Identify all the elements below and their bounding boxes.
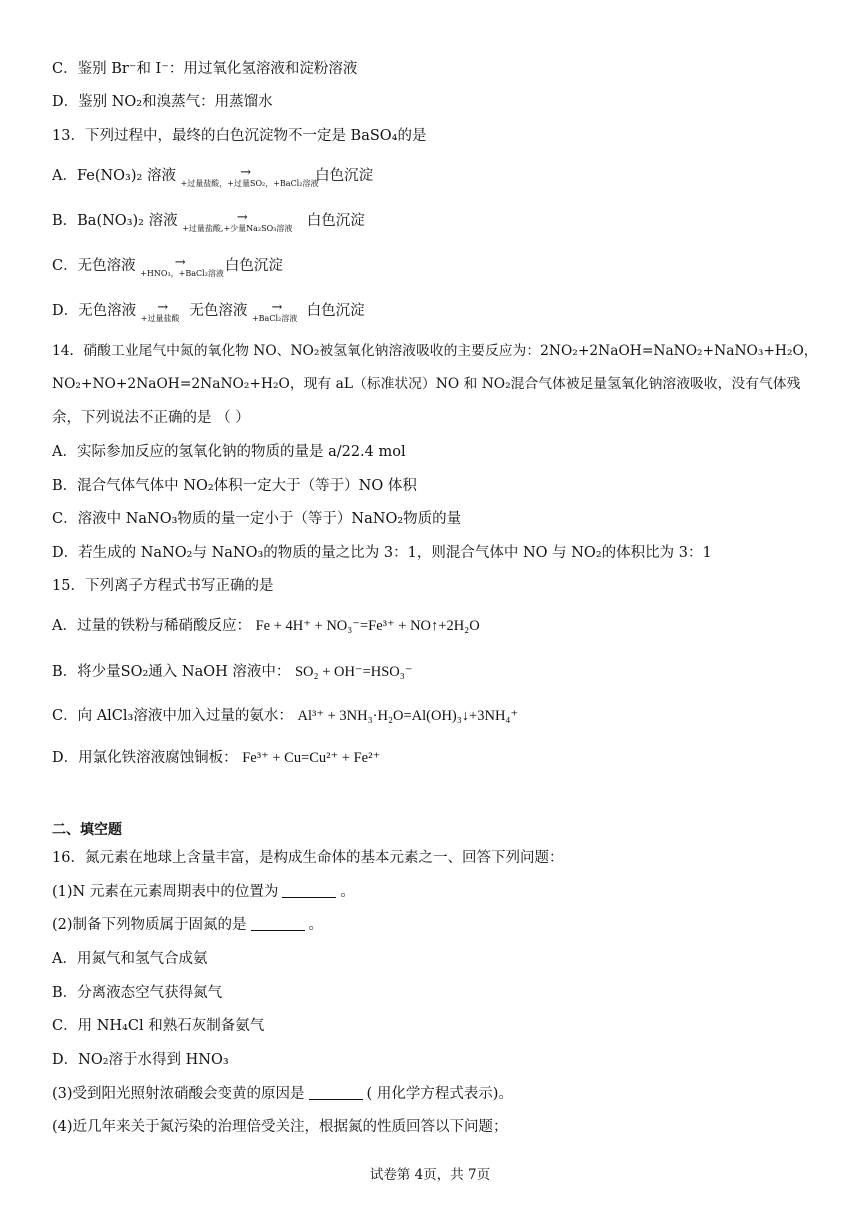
q13-d-product: 白色沉淀 [306,303,365,319]
q14-option-a: A．实际参加反应的氢氧化钠的物质的量是 a/22.4 mol [52,444,406,460]
q12-option-c: C．鉴别 Br⁻和 I⁻：用过氧化氢溶液和淀粉溶液 [52,61,358,77]
q16-part-4: (4)近几年来关于氮污染的治理倍受关注，根据氮的性质回答以下问题； [52,1119,508,1135]
q13-b-condition: +过量盐酸,+少量Na₂SO₃溶液 [182,224,293,233]
reaction-arrow-icon: → [174,255,186,270]
q14-option-c: C．溶液中 NaNO₃物质的量一定小于（等于）NaNO₂物质的量 [52,511,462,527]
q15-c-equation: Al³⁺ + 3NH₃·H₂O=Al(OH)₃↓+3NH₄⁺ [297,708,519,724]
q16-option-c: C．用 NH₄Cl 和熟石灰制备氨气 [52,1018,265,1034]
q14-option-d: D．若生成的 NaNO₂与 NaNO₃的物质的量之比为 3：1，则混合气体中 NO 与 NO₂的体积比为 3：1 [52,545,712,561]
q16-option-a: A．用氮气和氢气合成氨 [52,951,208,967]
q16-p1-text: (1)N 元素在元素周期表中的位置为 [52,884,279,900]
q15-b-equation: SO₂ + OH⁻=HSO₃⁻ [294,664,413,680]
q15-option-d [52,748,380,768]
q13-a-condition: +过量盐酸，+过量SO₂，+BaCl₂溶液 [180,179,319,188]
q13-c-reactant: C．无色溶液 [52,258,136,274]
q16-part-2 [52,915,323,935]
q12-option-d: D．鉴别 NO₂和溴蒸气：用蒸馏水 [52,94,273,110]
q15-a-text: A．过量的铁粉与稀硝酸反应： [52,618,251,634]
q16-p2-end: 。 [308,917,324,933]
reaction-arrow-icon: → [240,165,252,180]
q15-option-a [52,616,480,636]
answer-blank[interactable] [282,883,336,898]
reaction-arrow-icon: → [236,210,248,225]
q15-option-c [52,706,518,726]
q15-b-text: B．将少量SO₂通入 NaOH 溶液中： [52,664,291,680]
q15-c-text: C．向 AlCl₃溶液中加入过量的氨水： [52,708,293,724]
q13-d-arrow-1 [140,300,185,323]
q13-option-d [52,301,365,321]
q16-part-1 [52,882,355,902]
q15-d-equation: Fe³⁺ + Cu=Cu²⁺ + Fe²⁺ [242,750,381,766]
q13-option-b [52,211,365,231]
q14-stem-line-2: NO₂+NO+2NaOH=2NaNO₂+H₂O，现有 aL（标准状况）NO 和 NO₂混合气体被足量氢氧化钠溶液吸收，没有气体残 [52,376,801,392]
q14-stem-line-3: 余，下列说法不正确的是 （ ） [52,410,250,426]
q13-stem: 13．下列过程中，最终的白色沉淀物不一定是 BaSO₄的是 [52,128,427,144]
q13-d-reactant: D．无色溶液 [52,303,137,319]
q16-stem: 16．氮元素在地球上含量丰富，是构成生命体的基本元素之一、回答下列问题： [52,850,564,866]
q13-b-product: 白色沉淀 [306,213,365,229]
q13-a-arrow [180,165,319,188]
q14-stem-line-1: 14．硝酸工业尾气中氮的氧化物 NO、NO₂被氢氧化钠溶液吸收的主要反应为：2NO₂+2NaOH=NaNO₂+NaNO₃+H₂O， [52,343,818,359]
q16-p1-end: 。 [340,884,355,900]
q14-option-b: B．混合气体气体中 NO₂体积一定大于（等于）NO 体积 [52,478,417,494]
q13-a-reactant: A．Fe(NO₃)₂ 溶液 [52,168,176,184]
q16-p3-end: ( 用化学方程式表示)。 [366,1086,513,1102]
q15-option-b [52,662,413,682]
q13-c-condition: +HNO₃，+BaCl₂溶液 [140,269,224,278]
q13-d-condition-2: +BaCl₂溶液 [251,314,298,323]
q16-p2-text: (2)制备下列物质属于固氮的是 [52,917,247,933]
q15-d-text: D．用氯化铁溶液腐蚀铜板： [52,750,238,766]
q13-c-arrow [140,255,224,278]
q13-a-product: 白色沉淀 [315,168,374,184]
reaction-arrow-icon: → [271,300,283,315]
q15-stem: 15．下列离子方程式书写正确的是 [52,578,274,594]
section-heading-fill-in: 二、填空题 [52,822,122,838]
q13-option-c [52,256,283,276]
answer-blank[interactable] [309,1085,363,1100]
reaction-arrow-icon: → [157,300,169,315]
answer-blank[interactable] [251,916,305,931]
page-footer: 试卷第 4页，共 7页 [369,1167,491,1183]
q13-b-reactant: B．Ba(NO₃)₂ 溶液 [52,213,178,229]
q13-d-arrow-2 [251,300,302,323]
q15-a-equation: Fe + 4H⁺ + NO₃⁻=Fe³⁺ + NO↑+2H₂O [255,618,480,634]
q13-d-condition-1: +过量盐酸 [140,314,180,323]
q16-p3-text: (3)受到阳光照射浓硝酸会变黄的原因是 [52,1086,305,1102]
q13-d-intermediate: 无色溶液 [189,303,248,319]
q16-option-b: B．分离液态空气获得氮气 [52,985,223,1001]
q16-part-3 [52,1084,513,1104]
q13-b-arrow [182,210,302,233]
q16-option-d: D．NO₂溶于水得到 HNO₃ [52,1052,229,1068]
q13-c-product: 白色沉淀 [224,258,283,274]
q13-option-a [52,166,373,186]
